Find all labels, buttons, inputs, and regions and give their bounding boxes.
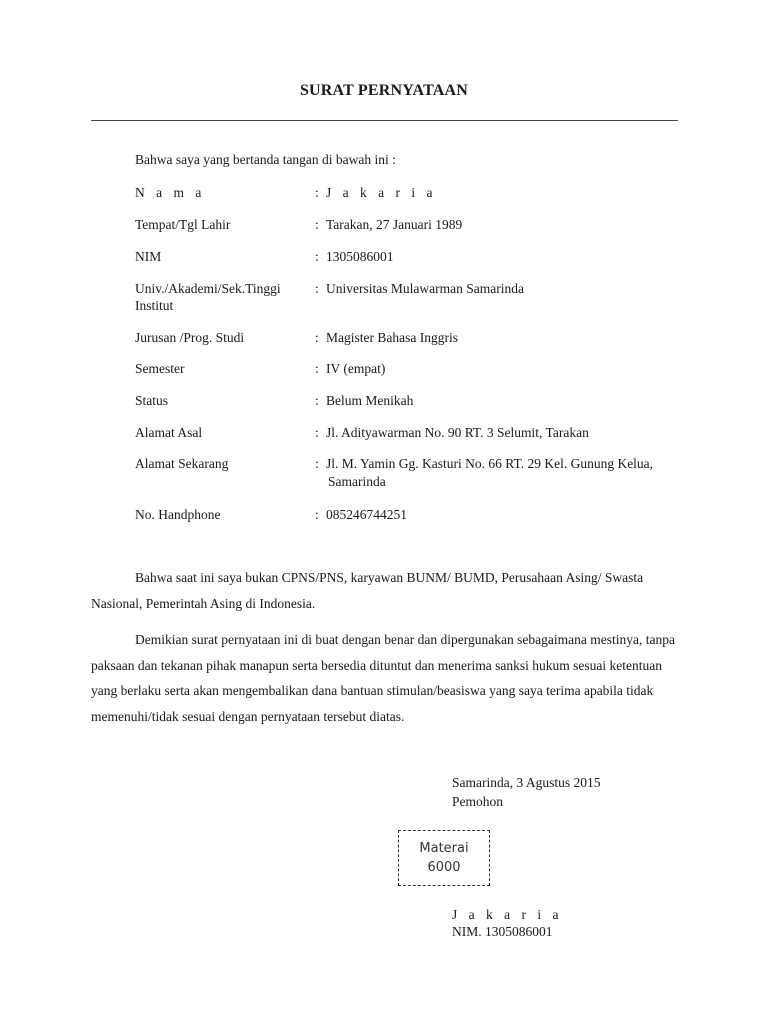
stamp-value: 6000 bbox=[427, 860, 461, 875]
signature-role: Pemohon bbox=[452, 794, 504, 809]
field-value-status: Belum Menikah bbox=[326, 393, 414, 408]
field-label-phone: No. Handphone bbox=[135, 507, 221, 522]
field-label-status: Status bbox=[135, 393, 169, 408]
field-value-nama: J a k a r i a bbox=[326, 185, 437, 200]
revenue-stamp-box bbox=[398, 830, 490, 886]
field-value-phone: 085246744251 bbox=[326, 507, 407, 522]
field-label-birth: Tempat/Tgl Lahir bbox=[135, 217, 231, 232]
field-colon: : bbox=[315, 425, 319, 440]
field-value-current-address: Jl. M. Yamin Gg. Kasturi No. 66 RT. 29 Kel. Gunung Kelua, Samarinda bbox=[326, 456, 654, 489]
field-colon: : bbox=[315, 217, 319, 232]
field-colon: : bbox=[315, 281, 319, 296]
field-label-nim: NIM bbox=[135, 249, 162, 264]
field-value-semester: IV (empat) bbox=[326, 361, 386, 376]
statement-paragraph-1: Bahwa saat ini saya bukan CPNS/PNS, karyawan BUNM/ BUMD, Perusahaan Asing/ Swasta Nasional, Pemerintah Asing di Indonesia. bbox=[91, 570, 644, 611]
field-value-nim: 1305086001 bbox=[326, 249, 394, 264]
field-colon: : bbox=[315, 456, 319, 471]
stamp-label: Materai bbox=[419, 841, 469, 856]
field-label-university: Univ./Akademi/Sek.Tinggi Institut bbox=[135, 281, 281, 313]
field-value-major: Magister Bahasa Inggris bbox=[326, 330, 458, 345]
field-value-birth: Tarakan, 27 Januari 1989 bbox=[326, 217, 463, 232]
field-colon: : bbox=[315, 507, 319, 522]
field-value-origin-address: Jl. Adityawarman No. 90 RT. 3 Selumit, Tarakan bbox=[326, 425, 589, 440]
field-label-major: Jurusan /Prog. Studi bbox=[135, 330, 245, 345]
field-label-current-address: Alamat Sekarang bbox=[135, 456, 229, 471]
field-label-semester: Semester bbox=[135, 361, 185, 376]
field-colon: : bbox=[315, 393, 319, 408]
field-label-origin-address: Alamat Asal bbox=[135, 425, 203, 440]
field-colon: : bbox=[315, 185, 319, 200]
signature-place-date: Samarinda, 3 Agustus 2015 bbox=[452, 775, 601, 790]
field-colon: : bbox=[315, 361, 319, 376]
statement-paragraph-2: Demikian surat pernyataan ini di buat dengan benar dan dipergunakan sebagaimana mestinya, tanpa paksaan dan tekanan pihak manapun serta bersedia dituntut dan menerima sanksi hukum sesuai ketentuan yang berlaku serta akan mengembalikan dana bantuan stimulan/beasiswa yang saya terima apabila tidak memenuhi/tidak sesuai dengan pernyataan tersebut diatas. bbox=[91, 632, 675, 724]
letter-title: SURAT PERNYATAAN bbox=[299, 82, 469, 99]
title-divider bbox=[91, 120, 678, 121]
intro-text: Bahwa saya yang bertanda tangan di bawah ini : bbox=[135, 152, 396, 167]
field-colon: : bbox=[315, 249, 319, 264]
field-label-nama: N a m a bbox=[135, 185, 206, 200]
field-value-university: Universitas Mulawarman Samarinda bbox=[326, 281, 524, 296]
signatory-nim: NIM. 1305086001 bbox=[452, 924, 553, 939]
field-colon: : bbox=[315, 330, 319, 345]
signatory-name: J a k a r i a bbox=[452, 907, 563, 922]
